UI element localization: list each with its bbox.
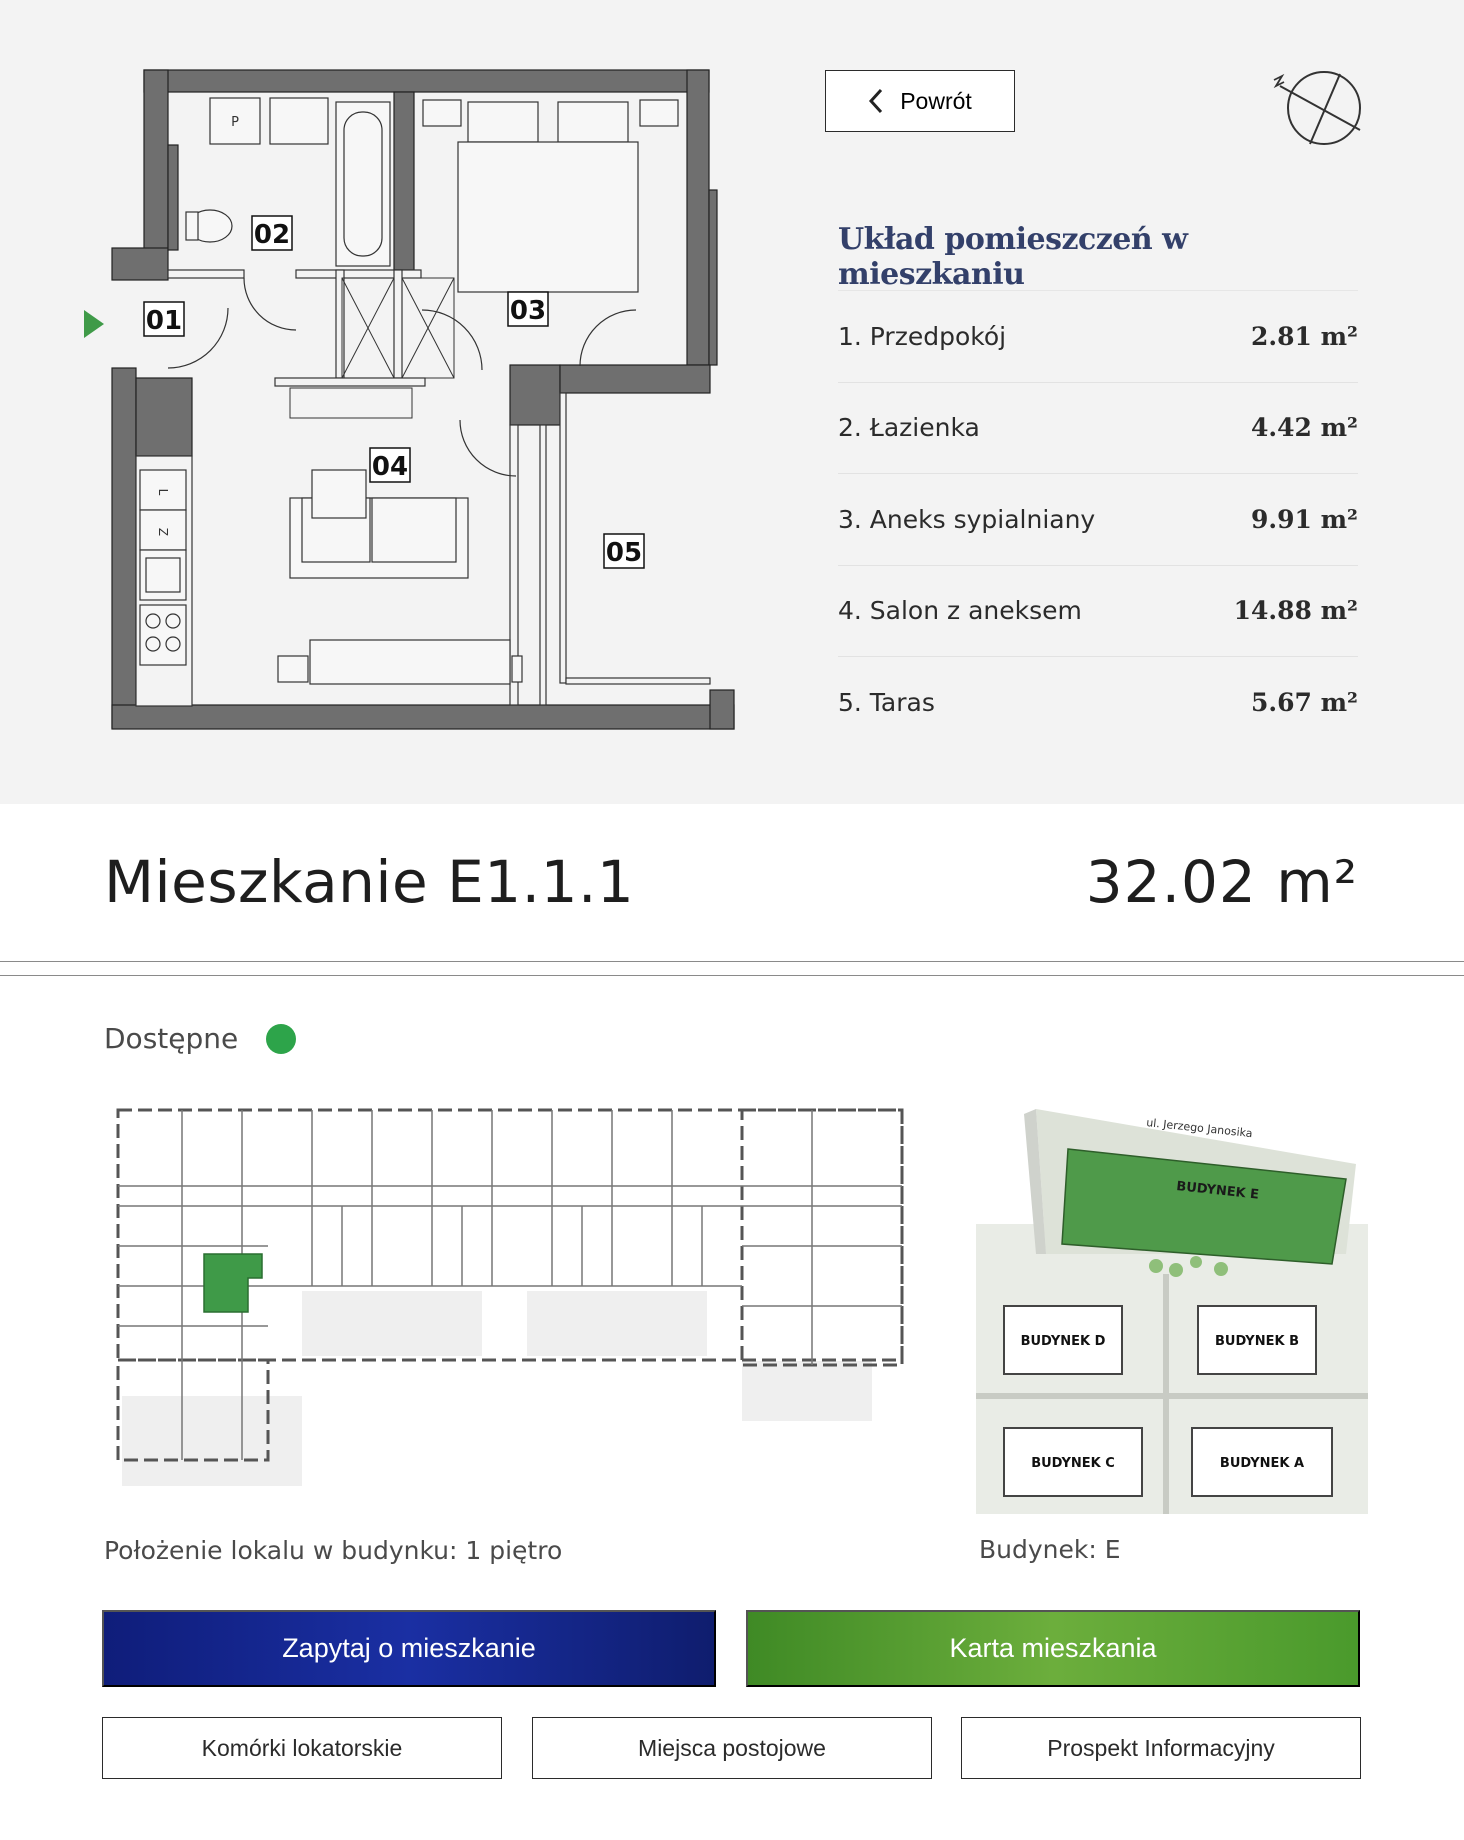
room-name: 1. Przedpokój	[838, 321, 1007, 351]
room-name: 3. Aneks sypialniany	[838, 504, 1096, 534]
room-row	[838, 290, 1358, 382]
apartment-card-button[interactable]: Karta mieszkania	[746, 1610, 1360, 1687]
site-building-label: BUDYNEK C	[1031, 1456, 1115, 1471]
site-building-label: BUDYNEK A	[1219, 1456, 1305, 1471]
building-text: Budynek: E	[979, 1535, 1121, 1564]
chevron-left-icon	[868, 88, 884, 114]
street-name: ul. Jerzego Janosika	[1145, 1116, 1254, 1141]
fixture-letter: L	[156, 488, 170, 496]
inquire-button[interactable]: Zapytaj o mieszkanie	[102, 1610, 716, 1687]
room-label-02: 02	[253, 220, 291, 250]
site-building-label: BUDYNEK D	[1020, 1334, 1106, 1349]
apartment-floor-plan	[80, 60, 740, 750]
prospectus-button[interactable]: Prospekt Informacyjny	[961, 1717, 1361, 1779]
room-label-01: 01	[145, 306, 183, 336]
room-name: 5. Taras	[838, 687, 935, 717]
room-row	[838, 565, 1358, 657]
room-name: 4. Salon z aneksem	[838, 596, 1082, 626]
parking-spaces-button[interactable]: Miejsca postojowe	[532, 1717, 932, 1779]
room-area: 9.91 m²	[1251, 504, 1358, 534]
room-label-05: 05	[605, 538, 643, 568]
room-row	[838, 656, 1358, 748]
site-building-label: BUDYNEK B	[1215, 1334, 1299, 1349]
availability-dot-icon	[266, 1024, 296, 1054]
room-label-04: 04	[371, 452, 409, 482]
back-button[interactable]	[825, 70, 1015, 132]
apartment-name: Mieszkanie E1.1.1	[104, 848, 635, 916]
selected-apartment-highlight[interactable]	[204, 1254, 262, 1312]
apartment-area: 32.02 m²	[1085, 848, 1358, 916]
divider	[0, 961, 1464, 962]
availability-label: Dostępne	[104, 1022, 239, 1055]
room-area: 4.42 m²	[1251, 413, 1358, 443]
rooms-section-title: Układ pomieszczeń w mieszkaniu	[838, 222, 1188, 292]
divider	[0, 975, 1464, 976]
entrance-arrow-icon	[84, 310, 104, 338]
room-label-03: 03	[509, 296, 547, 326]
storage-units-button[interactable]: Komórki lokatorskie	[102, 1717, 502, 1779]
rooms-list	[838, 290, 1358, 748]
room-row	[838, 382, 1358, 474]
back-button-label: Powrót	[900, 87, 972, 114]
room-area: 5.67 m²	[1251, 687, 1358, 717]
room-area: 14.88 m²	[1233, 596, 1358, 626]
room-name: 2. Łazienka	[838, 413, 980, 443]
building-floor-plan	[112, 1106, 912, 1496]
fixture-letter: Z	[156, 527, 170, 537]
room-area: 2.81 m²	[1251, 321, 1358, 351]
fixture-letter: P	[231, 115, 239, 130]
room-row	[838, 473, 1358, 565]
site-building-label: BUDYNEK E	[1175, 1179, 1260, 1203]
site-plan-map	[976, 1104, 1368, 1514]
compass-icon	[1270, 68, 1362, 148]
floor-location-text: Położenie lokalu w budynku: 1 piętro	[104, 1536, 563, 1565]
availability-status	[104, 1022, 296, 1055]
